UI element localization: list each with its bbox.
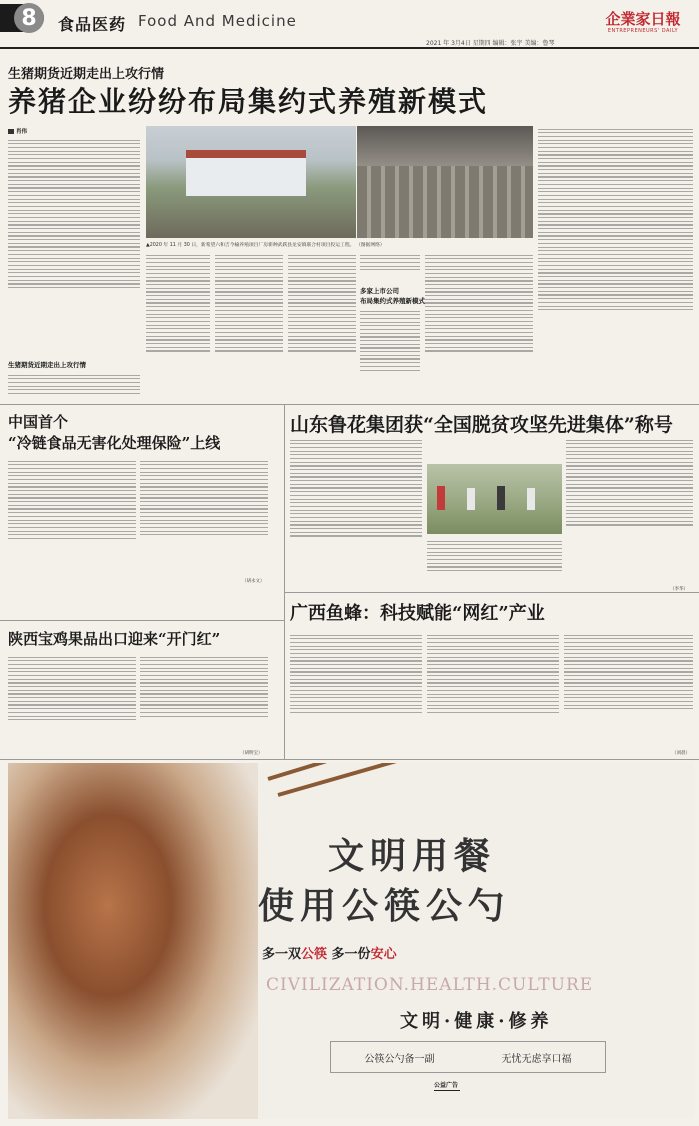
- guangxi-credit: （刘晨）: [672, 751, 690, 756]
- ad-tag: 公益广告: [434, 1082, 459, 1089]
- text-block: [290, 437, 422, 587]
- ad-slogan-part: 多一份: [327, 947, 371, 962]
- text-block: [140, 654, 268, 750]
- ad-slogan-part: 公筷: [301, 947, 328, 962]
- lead-byline: 肖伟: [8, 127, 27, 135]
- ad-food-photo: [8, 763, 258, 1119]
- pen-rows: [357, 166, 533, 238]
- lead-column-3: [215, 252, 283, 402]
- ad-slogan: [262, 943, 397, 962]
- newspaper-logo-en: ENTREPRENEURS' DAILY: [607, 28, 679, 34]
- ad-english-slogan: CIVILIZATION.HEALTH.CULTURE: [266, 975, 594, 995]
- shaanxi-headline: 陕西宝鸡果品出口迎来“开门红”: [8, 630, 221, 648]
- shaanxi-credit: （胡明宝）: [240, 751, 263, 756]
- ad-bar-right: 无忧无虑享口福: [501, 1053, 572, 1065]
- lead-column-5b: [360, 308, 420, 402]
- person-shape: [497, 486, 505, 510]
- text-block: [215, 252, 283, 402]
- lengchain-headline-2: “冷链食品无害化处理保险”上线: [8, 434, 221, 452]
- lead-subhead-2: 多家上市公司: [360, 287, 399, 295]
- text-block: [360, 252, 420, 282]
- text-block: [427, 632, 559, 756]
- text-block: [8, 372, 140, 406]
- ad-bar-left: 公筷公勺备一副: [364, 1053, 435, 1065]
- ad-bottom-bar: [330, 1041, 606, 1073]
- text-block: [8, 458, 136, 582]
- lead-column-4: [288, 252, 356, 402]
- header-rule: [0, 47, 699, 49]
- ad-values: 文明·健康·修养: [400, 1011, 553, 1032]
- lengchain-credit: （胡永文）: [242, 579, 265, 584]
- shaanxi-column-2: [140, 654, 268, 750]
- lead-column-5a: [360, 252, 420, 282]
- text-block: [360, 308, 420, 402]
- lead-headline: 养猪企业纷纷布局集约式养殖新模式: [8, 85, 489, 118]
- guangxi-column-1: [290, 632, 422, 756]
- text-block: [564, 632, 693, 750]
- guangxi-column-2: [427, 632, 559, 756]
- lengchain-headline-1: 中国首个: [8, 413, 69, 431]
- roof-shape: [186, 150, 306, 158]
- public-service-ad: [8, 763, 694, 1119]
- guangxi-headline: 广西鱼蜂：科技赋能“网红”产业: [290, 603, 545, 624]
- lead-photo-farm-building: [146, 126, 356, 238]
- lead-column-1b: [8, 372, 140, 406]
- shandong-column-1: [290, 437, 422, 587]
- person-shape: [527, 488, 535, 510]
- text-block: [566, 437, 693, 587]
- shandong-column-2: [427, 538, 562, 592]
- column-divider: [284, 404, 285, 759]
- lead-column-1: [8, 137, 140, 355]
- shaanxi-column-1: [8, 654, 136, 756]
- guangxi-column-3: [564, 632, 693, 750]
- shandong-credit: （李华）: [670, 587, 688, 592]
- ad-headline-2: 使用公筷公勺: [258, 885, 511, 927]
- text-block: [425, 252, 533, 402]
- page-number-badge: [0, 4, 44, 32]
- ad-slogan-part: 多一双: [262, 947, 302, 962]
- shandong-photo: [427, 464, 562, 534]
- text-block: [288, 252, 356, 402]
- date-line: 2021 年 3月4日 星期四 编辑：张宇 美编：鲁琴: [426, 40, 555, 47]
- chopstick-shape: [277, 763, 643, 797]
- ad-headline-1: 文明用餐: [328, 835, 497, 877]
- section-title-en: Food And Medicine: [138, 12, 297, 30]
- text-block: [290, 632, 422, 756]
- lead-column-6: [425, 252, 533, 402]
- person-shape: [437, 486, 445, 510]
- text-block: [146, 252, 210, 402]
- newspaper-logo: 企業家日報: [605, 10, 681, 28]
- person-shape: [467, 488, 475, 510]
- text-block: [538, 126, 693, 402]
- text-block: [140, 458, 268, 576]
- page-number: 8: [14, 3, 44, 33]
- lead-photo-pig-pens: [357, 126, 533, 238]
- section-divider: [0, 759, 699, 760]
- section-title: 食品医药: [58, 15, 127, 34]
- section-divider: [0, 404, 699, 405]
- ad-slogan-part: 安心: [370, 947, 397, 962]
- lead-photo-caption: ▲2020 年 11 月 30 日，新希望六和吉今榆养殖项目厂房新种武跃县龙安镇联合村项目投运工程。 （图据网络）: [146, 243, 385, 248]
- shandong-column-3: [566, 437, 693, 587]
- text-block: [427, 538, 562, 592]
- text-block: [8, 137, 140, 355]
- section-divider: [284, 592, 699, 593]
- lead-subhead-1: 生猪期货近期走出上攻行情: [8, 361, 86, 369]
- lengchain-column-2: [140, 458, 268, 576]
- lead-subhead-3: 布局集约式养殖新模式: [360, 297, 425, 305]
- lead-column-7: [538, 126, 693, 402]
- text-block: [8, 654, 136, 756]
- shandong-headline: 山东鲁花集团获“全国脱贫攻坚先进集体”称号: [290, 414, 673, 436]
- lead-kicker: 生猪期货近期走出上攻行情: [8, 67, 165, 82]
- lead-column-2: [146, 252, 210, 402]
- chopstick-shape: [267, 763, 632, 781]
- lengchain-column-1: [8, 458, 136, 582]
- section-divider: [0, 620, 284, 621]
- building-shape: [186, 156, 306, 196]
